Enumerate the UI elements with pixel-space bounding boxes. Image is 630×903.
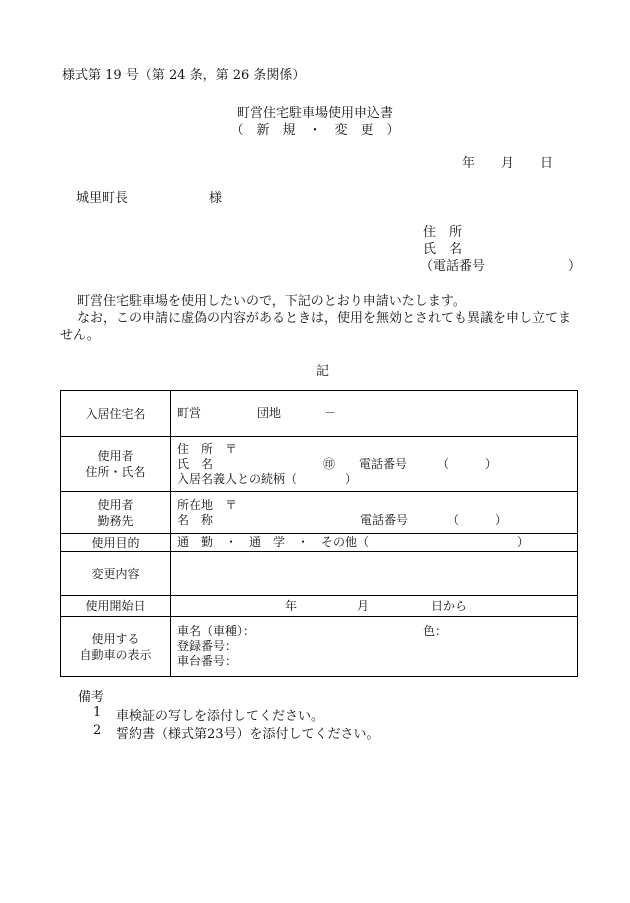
start-date-value[interactable]: [171, 596, 578, 617]
start-day: 日から: [431, 598, 468, 613]
change-label: 変更内容: [61, 552, 171, 596]
workplace-value[interactable]: [171, 492, 578, 534]
workplace-phone-label: 電話番号: [360, 512, 409, 527]
notes-heading: 備考: [78, 690, 105, 705]
row-start-date: [61, 596, 578, 617]
row-change: [61, 552, 578, 596]
start-year: 年: [285, 598, 298, 613]
addressee-honorific: 様: [209, 191, 223, 206]
user-phone-label: 電話番号: [359, 456, 408, 471]
vehicle-label: [61, 617, 171, 677]
user-phone-paren: （ ）: [437, 456, 498, 471]
workplace-name: 名 称: [177, 512, 214, 527]
start-month: 月: [357, 598, 370, 613]
applicant-name-label: 氏 名: [423, 242, 463, 257]
workplace-label-line-2: 勤務先: [97, 513, 134, 528]
row-workplace: [61, 492, 578, 534]
application-table: [60, 390, 578, 677]
purpose-close: ）: [517, 535, 530, 549]
workplace-label: [61, 492, 171, 534]
applicant-address-label: 住 所: [423, 225, 463, 240]
row-vehicle: [61, 617, 578, 677]
form-subtitle: （ 新 規 ・ 変 更 ）: [230, 123, 400, 138]
note-2-text: 誓約書（様式第23号）を添付してください。: [116, 727, 380, 742]
vehicle-registration: 登録番号：: [177, 639, 238, 653]
workplace-label-line-1: 使用者: [97, 497, 134, 512]
user-value[interactable]: [171, 437, 578, 492]
date-field: 年 月 日: [462, 156, 554, 171]
change-value[interactable]: [171, 552, 578, 596]
residence-label: 入居住宅名: [61, 391, 171, 437]
residence-danchi: 団地: [257, 406, 282, 420]
residence-dash: －: [324, 406, 337, 420]
residence-town: 町営: [177, 406, 202, 420]
note-2-number: 2: [93, 723, 102, 738]
form-number: 様式第 19 号（第 24 条，第 26 条関係）: [62, 68, 306, 83]
user-address: 住 所 〒: [177, 441, 238, 456]
user-relation: 入居名義人との続柄（ ）: [177, 471, 358, 486]
purpose-value[interactable]: [171, 534, 578, 552]
seal-mark: ㊞: [323, 456, 336, 471]
user-label-line-1: 使用者: [97, 449, 134, 463]
start-date-label: 使用開始日: [61, 596, 171, 617]
purpose-options: 通 勤 ・ 通 学 ・ その他（: [177, 535, 370, 549]
note-1-text: 車検証の写しを添付してください。: [116, 709, 325, 724]
body-paragraph-1: 町営住宅駐車場を使用したいので，下記のとおり申請いたします。: [77, 294, 466, 309]
body-paragraph-2-line-2: せん。: [60, 328, 100, 343]
vehicle-chassis: 車台番号：: [177, 654, 238, 668]
vehicle-value[interactable]: [171, 617, 578, 677]
purpose-label: 使用目的: [61, 534, 171, 552]
user-label: [61, 437, 171, 492]
workplace-phone-paren: （ ）: [447, 512, 508, 527]
row-residence: [61, 391, 578, 437]
user-label-line-2: 住所・氏名: [85, 465, 146, 479]
vehicle-label-line-1: 使用する: [91, 631, 140, 646]
vehicle-color: 色：: [423, 624, 448, 638]
user-name: 氏 名: [177, 456, 214, 471]
vehicle-label-line-2: 自動車の表示: [79, 647, 152, 662]
vehicle-model: 車名（車種）：: [177, 624, 256, 638]
residence-value[interactable]: [171, 391, 578, 437]
addressee-name: 城里町長: [76, 191, 129, 206]
applicant-phone-label: （電話番号: [420, 259, 486, 274]
body-paragraph-2-line-1: なお，この申請に虚偽の内容があるときは，使用を無効とされても異議を申し立てま: [77, 311, 572, 326]
form-title: 町営住宅駐車場使用申込書: [236, 106, 393, 121]
ki-mark: 記: [316, 364, 330, 379]
row-user: [61, 437, 578, 492]
note-1-number: 1: [93, 705, 102, 720]
workplace-location: 所在地 〒: [177, 497, 238, 512]
applicant-phone-close: ）: [568, 259, 582, 274]
row-purpose: [61, 534, 578, 552]
